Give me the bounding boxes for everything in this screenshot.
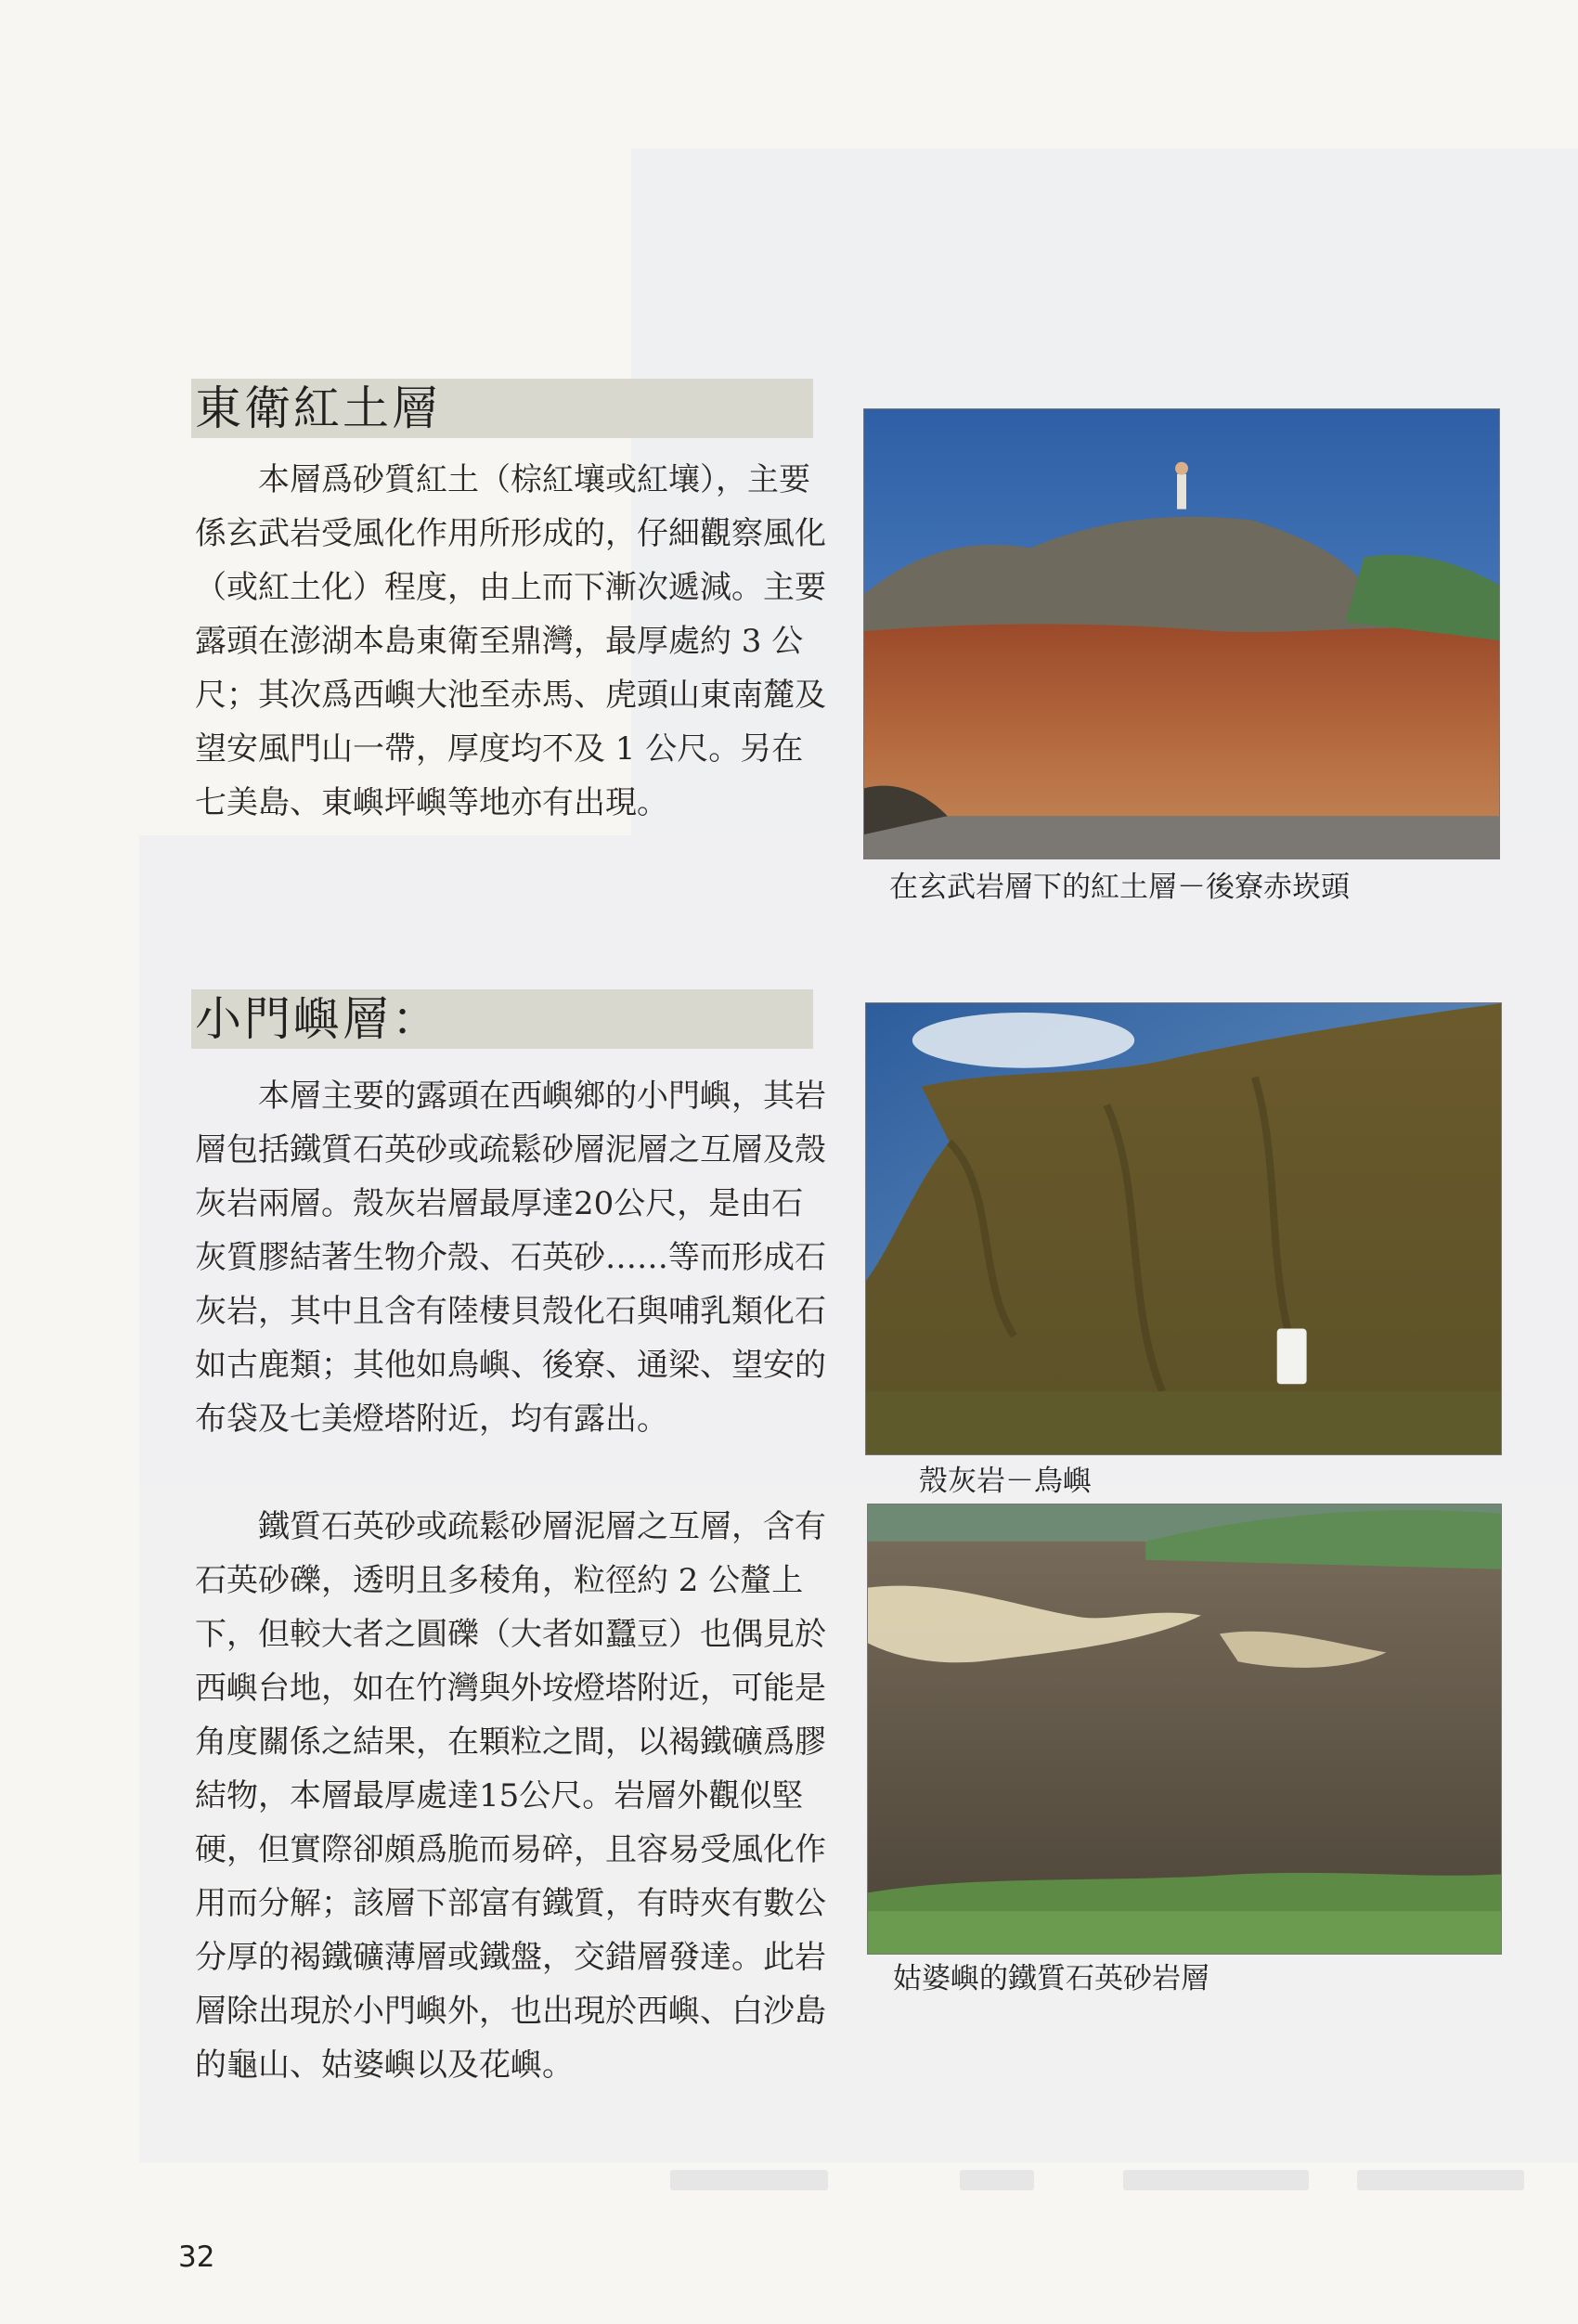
section-paragraph: 本層主要的露頭在西嶼鄉的小門嶼，其岩層包括鐵質石英砂或疏鬆砂層泥層之互層及殼灰岩兩層。殼灰岩層最厚達20公尺，是由石灰質膠結著生物介殼、石英砂……等而形成石灰岩，其中且含有陸棲貝殼化石與哺乳類化石如古鹿類；其他如鳥嶼、後寮、通梁、望安的布袋及七美燈塔附近，均有露出。 <box>195 1078 826 1438</box>
show-through-text <box>1357 2170 1524 2190</box>
photo-shell-limestone-image <box>866 1003 1501 1454</box>
photo-caption: 姑婆嶼的鐵質石英砂岩層 <box>893 1962 1209 1995</box>
show-through-text <box>960 2170 1034 2190</box>
photo-shell-limestone <box>865 1002 1502 1455</box>
page-number: 32 <box>178 2240 215 2274</box>
photo-iron-quartz-image <box>868 1504 1501 1954</box>
photo-caption: 殼灰岩－鳥嶼 <box>919 1465 1092 1498</box>
section-paragraph: 本層爲砂質紅土（棕紅壤或紅壤），主要係玄武岩受風化作用所形成的，仔細觀察風化（或紅土化）程度，由上而下漸次遞減。主要露頭在澎湖本島東衛至鼎灣，最厚處約 3 公尺；其次爲西嶼大池至赤馬、虎頭山東南麓及望安風門山一帶，厚度均不及 1 公尺。另在七美島、東嶼坪嶼等地亦有出現。 <box>195 461 826 821</box>
section-heading-xiaomen: 小門嶼層： <box>191 989 813 1049</box>
photo-caption: 在玄武岩層下的紅土層－後寮赤崁頭 <box>889 871 1350 904</box>
photo-iron-quartz-sandstone <box>867 1504 1502 1955</box>
show-through-text <box>1123 2170 1309 2190</box>
show-through-text <box>670 2170 828 2190</box>
photo-red-soil-image <box>864 409 1499 859</box>
section-heading-dongwei: 東衛紅土層 <box>191 379 813 438</box>
section-paragraph: 鐵質石英砂或疏鬆砂層泥層之互層，含有石英砂礫，透明且多稜角，粒徑約 2 公釐上下，但較大者之圓礫（大者如蠶豆）也偶見於西嶼台地，如在竹灣與外垵燈塔附近，可能是角度關係之結果，在顆粒之間，以褐鐵礦爲膠結物，本層最厚處達15公尺。岩層外觀似堅硬，但實際卻頗爲脆而易碎，且容易受風化作用而分解；該層下部富有鐵質，有時夾有數公分厚的褐鐵礦薄層或鐵盤，交錯層發達。此岩層除出現於小門嶼外，也出現於西嶼、白沙島的龜山、姑婆嶼以及花嶼。 <box>195 1508 826 2084</box>
photo-red-soil-layer <box>863 408 1500 859</box>
